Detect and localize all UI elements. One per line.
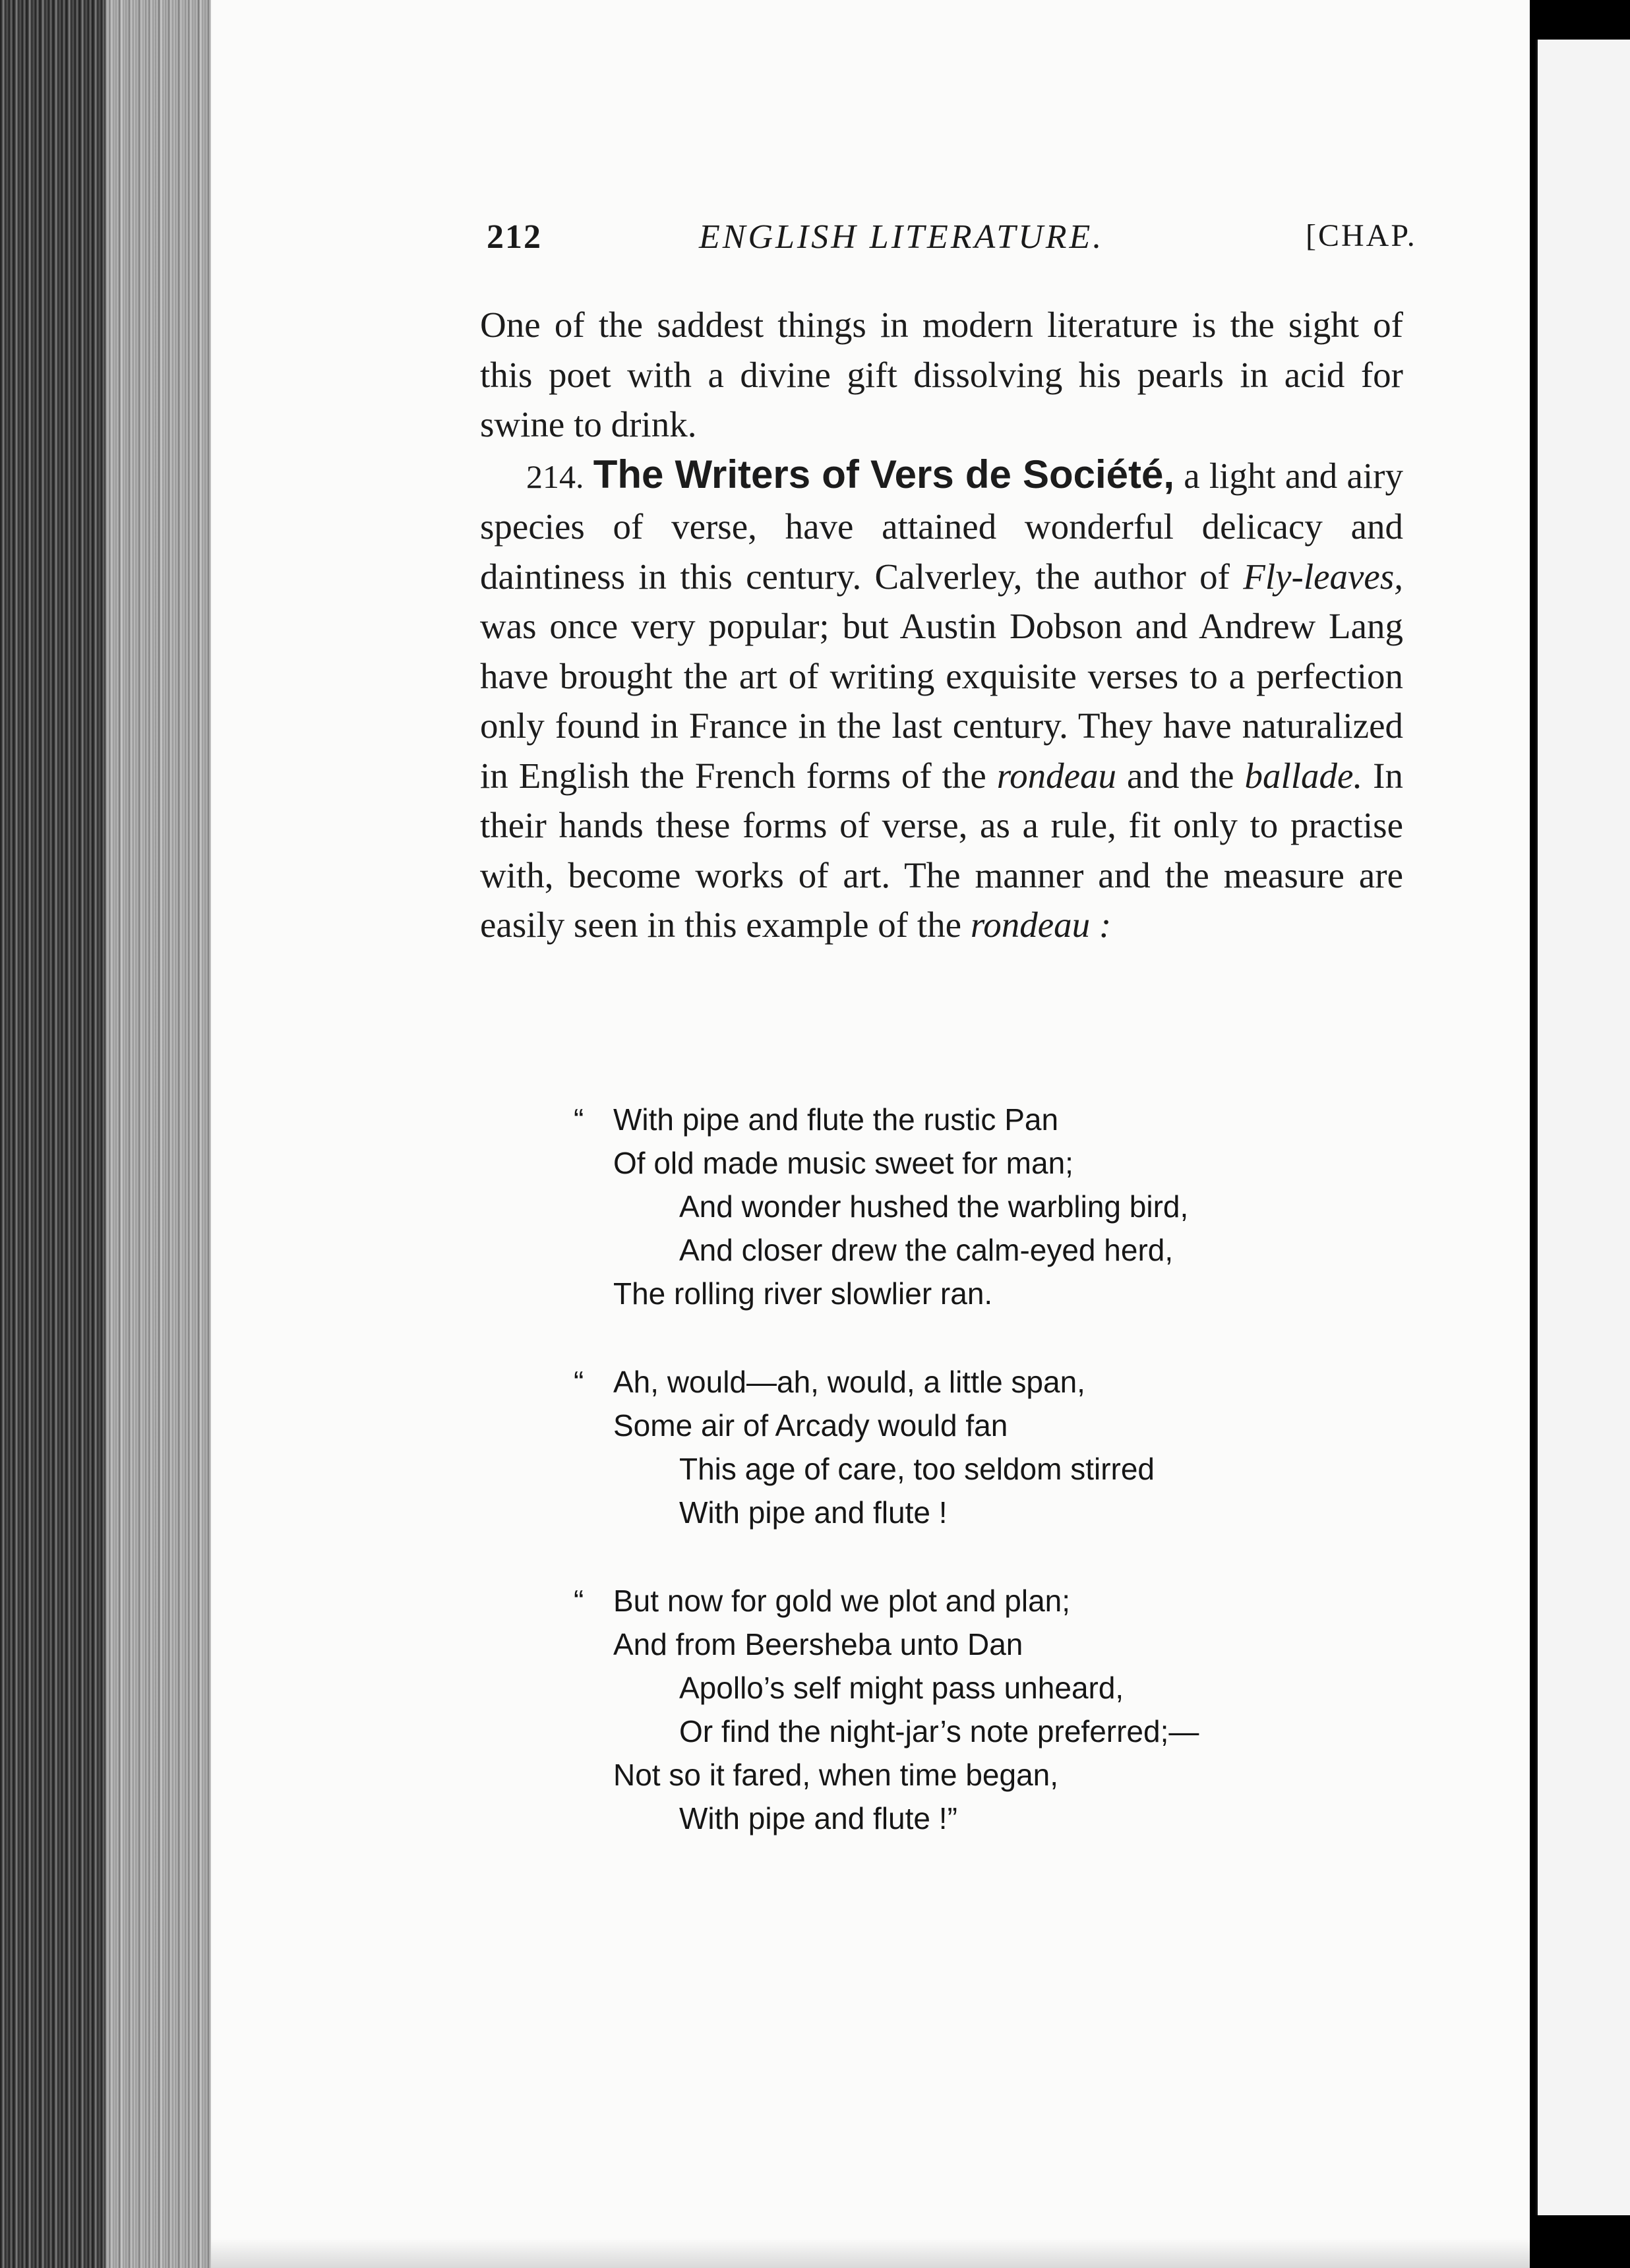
running-head (277, 218, 1417, 270)
poem-stanza (574, 1579, 1365, 1840)
poem-line (574, 1447, 1365, 1491)
poem-line (574, 1753, 1365, 1797)
paragraph-text: In their hands these forms of verse, as a rule, fit only to practise with, become works of art. The manner and the measure are easily seen in this example of the (480, 755, 1404, 945)
poem-line-text: The rolling river slowlier ran. (613, 1276, 993, 1311)
poem-line-text: And wonder hushed the warbling bird, (679, 1189, 1189, 1224)
poem-stanza (574, 1360, 1365, 1534)
poem-line-text: With pipe and flute the rustic Pan (613, 1102, 1059, 1137)
running-chapter: [CHAP. (1306, 218, 1417, 253)
poem-line (574, 1797, 1365, 1840)
poem-line-text: And from Beersheba unto Dan (613, 1627, 1023, 1661)
book-spine-edge (0, 0, 211, 2268)
term-rondeau: rondeau : (970, 905, 1112, 945)
poem-line-text: Ah, would—ah, would, a little span, (613, 1365, 1085, 1399)
opening-quote-mark: “ (574, 1584, 584, 1618)
paragraph-saddest-things: One of the saddest things in modern literature is the sight of this poet with a divine gift dissolving his pearls in acid for swine to drink. (480, 305, 1403, 444)
poem-line (574, 1579, 1365, 1623)
poem-line (574, 1623, 1365, 1666)
opening-quote-mark: “ (574, 1102, 584, 1137)
poem-line-text: Some air of Arcady would fan (613, 1408, 1008, 1443)
poem-line (574, 1228, 1365, 1272)
body-text (480, 300, 1403, 950)
poem-line-text: Or find the night-jar’s note preferred;— (679, 1714, 1199, 1748)
page-number: 212 (487, 218, 542, 256)
poem-line (574, 1098, 1365, 1141)
poem-line-text: Apollo’s self might pass unheard, (679, 1671, 1124, 1705)
paragraph-section-214 (480, 450, 1403, 950)
section-number: 214. (526, 458, 584, 495)
rondeau-poem (574, 1098, 1365, 1885)
book-title-fly-leaves: Fly-leaves, (1243, 556, 1403, 597)
poem-line (574, 1666, 1365, 1710)
poem-line-text: Not so it fared, when time began, (613, 1758, 1059, 1792)
poem-line (574, 1710, 1365, 1753)
poem-line-text: With pipe and flute ! (679, 1495, 948, 1530)
poem-stanza (574, 1098, 1365, 1315)
adjacent-page-edge (1536, 40, 1630, 2215)
poem-line (574, 1185, 1365, 1228)
paragraph-text: a light and airy species of verse, have attained wonderful delicacy and daintiness in this century. Calverley, the author of (480, 455, 1403, 597)
running-title: ENGLISH LITERATURE. (699, 218, 1104, 256)
poem-line-text: But now for gold we plot and plan; (613, 1584, 1071, 1618)
poem-line (574, 1272, 1365, 1315)
poem-line-text: And closer drew the calm-eyed herd, (679, 1233, 1174, 1267)
opening-quote-mark: “ (574, 1365, 584, 1399)
poem-line-text: This age of care, too seldom stirred (679, 1452, 1155, 1486)
term-rondeau: rondeau (996, 755, 1117, 796)
section-heading: The Writers of Vers de Société, (593, 452, 1175, 496)
paragraph-text: and the (1116, 755, 1245, 796)
poem-line-text: Of old made music sweet for man; (613, 1146, 1073, 1180)
paragraph-text: was once very popular; but Austin Dobson and Andrew Lang have brought the art of writing exquisite verses to a perfection only found in France in the last century. They have naturalized in English the French forms of the (480, 606, 1403, 796)
poem-line (574, 1141, 1365, 1185)
page-bottom-shadow (211, 2238, 1530, 2268)
term-ballade: ballade. (1244, 755, 1363, 796)
poem-line-text: With pipe and flute !” (679, 1801, 957, 1835)
poem-line (574, 1360, 1365, 1404)
poem-line (574, 1404, 1365, 1447)
poem-line (574, 1491, 1365, 1534)
